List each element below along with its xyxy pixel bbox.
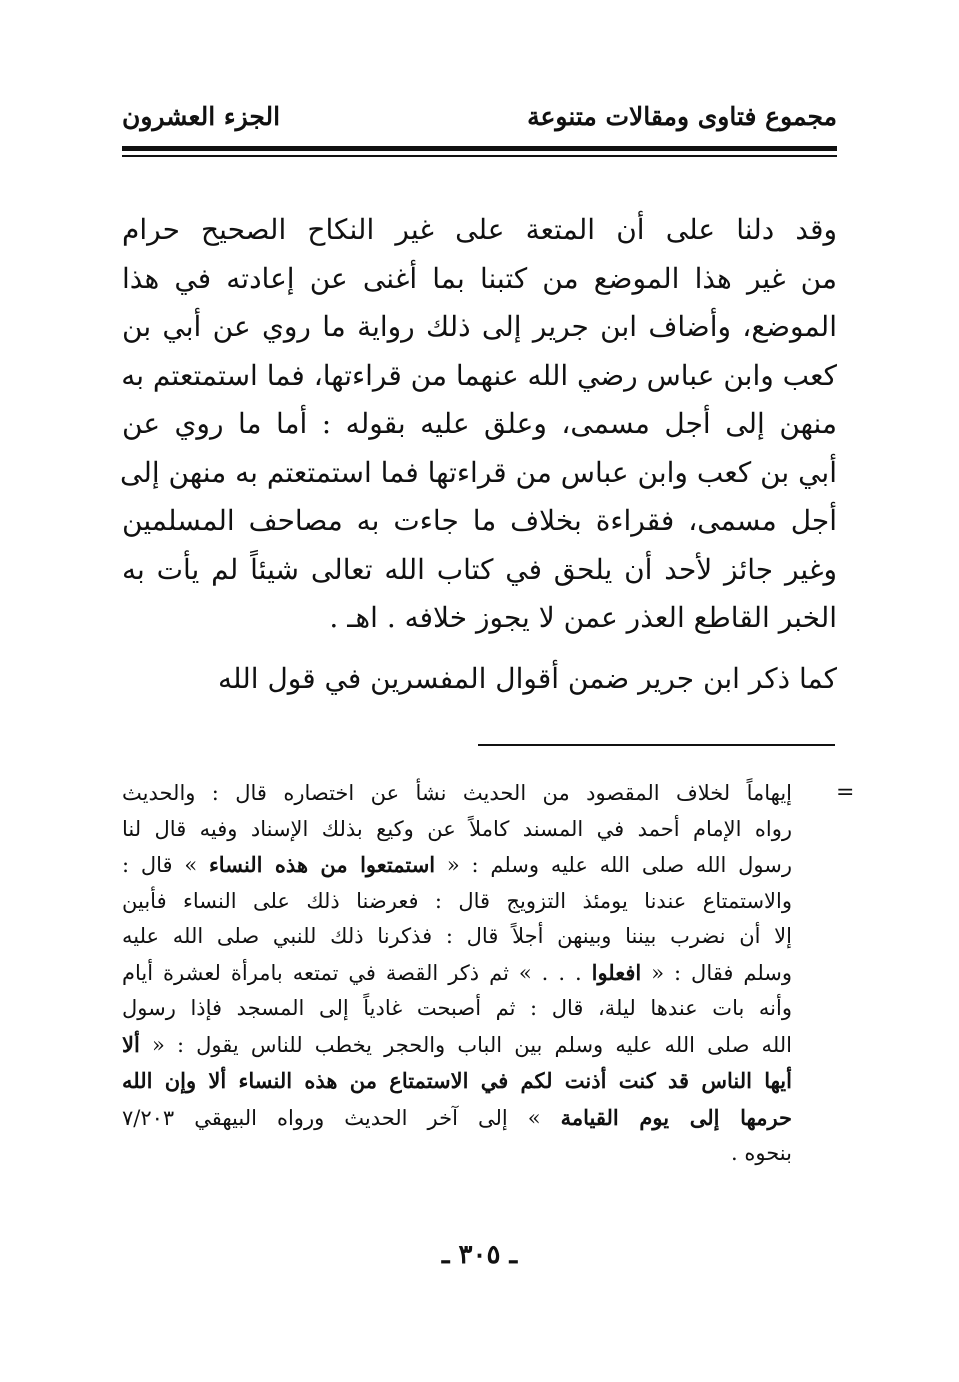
footnote-line <box>122 991 792 1027</box>
text-line: منهن إلى أجل مسمى، وعلق عليه بقوله : أما ما روي عن <box>122 407 837 440</box>
footnote-text: . . . » ثم ذكر القصة في تمتعه بامرأة لعشرة أيام <box>122 960 592 985</box>
footnote-text: رسول الله صلى الله عليه وسلم : « <box>435 853 792 877</box>
footnote-text: إلا أن نضرب بيننا وبينهن أجلاً قال : فذكرنا ذلك للنبي صلى الله عليه <box>122 924 792 948</box>
running-header <box>122 102 837 138</box>
footnote-line <box>122 812 792 848</box>
hadith-quote: استمتعوا من هذه النساء <box>208 852 436 877</box>
footnote-text: بنحوه . <box>731 1141 792 1165</box>
volume-part: الجزء العشرون <box>122 102 281 131</box>
hadith-quote: افعلوا <box>591 959 642 985</box>
footnote-line <box>122 847 792 884</box>
text-line: الخبر القاطع العذر عمن لا يجوز خلافه . اهـ . <box>329 601 837 634</box>
footnote-line <box>122 776 792 812</box>
book-title: مجموع فتاوى ومقالات متنوعة <box>527 102 837 131</box>
footnote-text: والاستمتاع عندنا يومئذ التزويج قال : فعرضنا ذلك على النساء فأبين <box>122 888 792 913</box>
footnote-line <box>122 1136 792 1172</box>
text-line: كما ذكر ابن جرير ضمن أقوال المفسرين في قول الله <box>217 661 837 695</box>
footnote-text: إيهاماً لخلاف المقصود من الحديث نشأ عن اختصاره قال : والحديث <box>122 781 792 805</box>
footnote-line <box>122 955 792 992</box>
footnote-text: » إلى آخر الحديث ورواه البيهقي ٧/٢٠٣ <box>122 1105 561 1130</box>
footnote-text: وسلم فقال : « <box>641 960 793 985</box>
hadith-quote: أيها الناس قد كنت أذنت لكم في الاستمتاع من هذه النساء ألا وإن الله <box>122 1068 792 1093</box>
hadith-quote: ألا <box>122 1031 140 1057</box>
header-rule-thin <box>122 155 837 157</box>
footnote-line <box>122 884 792 920</box>
text-line: أجل مسمى، فقراءة بخلاف ما جاءت به مصاحف المسلمين <box>122 504 837 537</box>
footnote-separator <box>478 744 835 746</box>
footnote-text: الله صلى الله عليه وسلم بين الباب والحجر يخطب للناس يقول : « <box>139 1032 792 1057</box>
text-line: كعب وابن عباس رضي الله عنهما من قراءتها، فما استمتعتم به <box>121 358 837 392</box>
footnote-line <box>122 919 792 955</box>
text-line: من غير هذا الموضع من كتبنا بما أغنى عن إعادته في هذا <box>122 261 837 295</box>
text-line: وقد دلنا على أن المتعة على غير النكاح الصحيح حرام <box>122 213 837 246</box>
text-line: أبي بن كعب وابن عباس من قراءتها فما استمتعتم به منهن إلى <box>120 455 837 489</box>
footnote-text: وأنه بات عندها ليلة، قال : ثم أصبحت غادياً إلى المسجد فإذا رسول <box>122 996 792 1020</box>
page-number: ـ ٣٠٥ ـ <box>441 1240 518 1270</box>
text-line: الموضع، وأضاف ابن جرير إلى ذلك رواية ما روي عن أبي بن <box>122 310 837 343</box>
hadith-quote: حرمها إلى يوم القيامة <box>560 1104 793 1130</box>
footnote <box>122 776 792 1172</box>
footnote-text: رواه الإمام أحمد في المسند كاملاً عن وكيع بذلك الإسناد وفيه قال لنا <box>122 816 792 841</box>
paragraph-1 <box>122 206 837 643</box>
main-text <box>122 206 837 703</box>
footnote-text: » قال : <box>122 853 209 877</box>
paragraph-2 <box>122 655 837 704</box>
footnote-line <box>122 1027 792 1064</box>
footnote-line <box>122 1063 792 1100</box>
footnote-continuation-mark: = <box>836 780 855 805</box>
header-rule-thick <box>122 146 837 151</box>
text-line: وغير جائز لأحد أن يلحق في كتاب الله تعالى شيئاً لم يأت به <box>122 552 837 586</box>
footnote-line <box>122 1100 792 1137</box>
